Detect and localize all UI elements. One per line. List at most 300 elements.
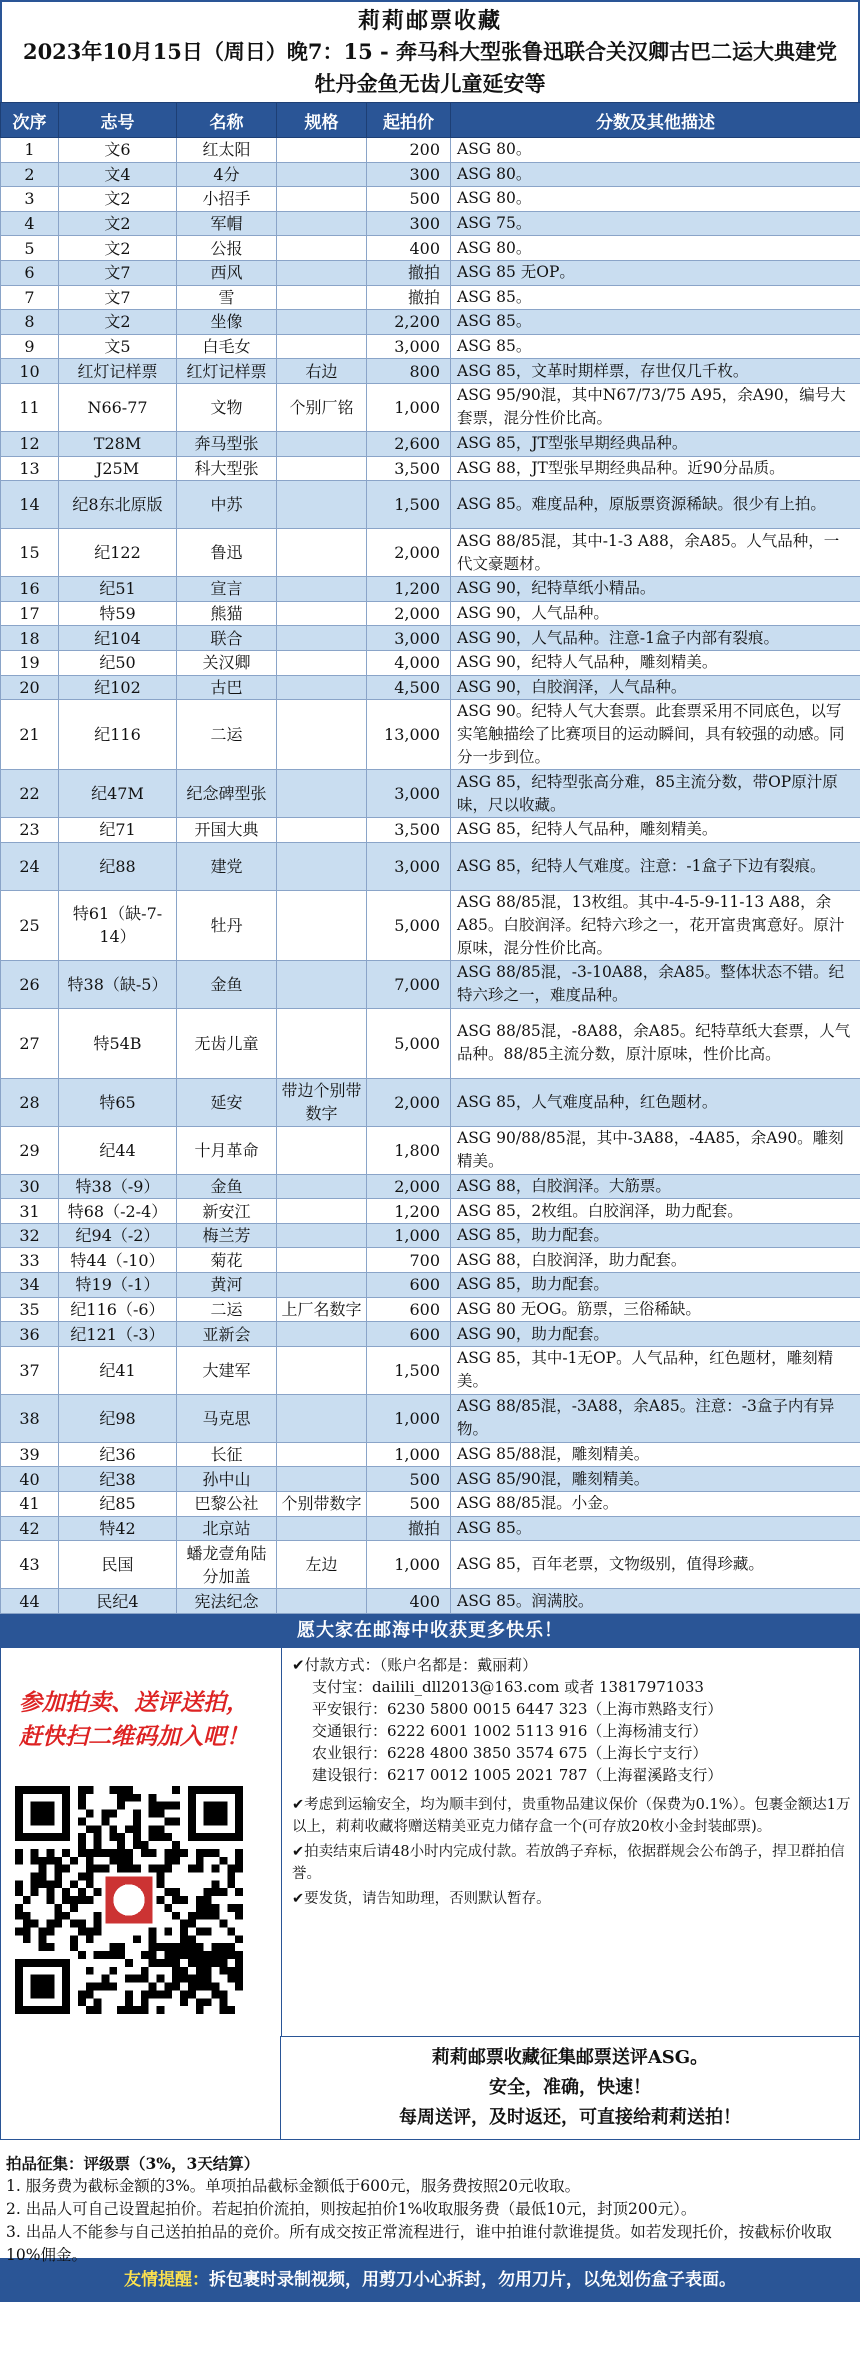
- lot-number: 21: [1, 700, 59, 770]
- lot-description: ASG 85，百年老票，文物级别，值得珍藏。: [451, 1541, 860, 1589]
- lot-number: 31: [1, 1199, 59, 1224]
- lot-number: 25: [1, 890, 59, 960]
- lot-name: 开国大典: [177, 818, 277, 843]
- table-row: [1, 187, 860, 212]
- lot-code: 纪41: [59, 1346, 177, 1394]
- lot-code: N66-77: [59, 383, 177, 431]
- table-row: [1, 1541, 860, 1589]
- lot-spec: [277, 770, 367, 818]
- lot-name: 奔马型张: [177, 431, 277, 456]
- table-row: [1, 1394, 860, 1442]
- lot-price: 400: [367, 1589, 451, 1614]
- table-row: [1, 960, 860, 1008]
- lot-code: 文2: [59, 310, 177, 335]
- lot-name: 宣言: [177, 577, 277, 602]
- lot-price: 3,000: [367, 626, 451, 651]
- lot-code: 文7: [59, 260, 177, 285]
- table-header-row: [1, 103, 860, 138]
- lot-price: 2,000: [367, 529, 451, 577]
- lot-name: 文物: [177, 383, 277, 431]
- lot-description: ASG 90，人气品种。: [451, 601, 860, 626]
- lot-price: 2,000: [367, 1174, 451, 1199]
- lot-name: 联合: [177, 626, 277, 651]
- lot-spec: [277, 236, 367, 261]
- lot-description: ASG 85/88混，雕刻精美。: [451, 1442, 860, 1467]
- lot-number: 9: [1, 334, 59, 359]
- lot-price: 3,000: [367, 770, 451, 818]
- lot-price: 1,000: [367, 1541, 451, 1589]
- lot-number: 23: [1, 818, 59, 843]
- table-row: [1, 383, 860, 431]
- lot-code: T28M: [59, 431, 177, 456]
- lot-description: ASG 85。: [451, 310, 860, 335]
- lot-description: ASG 85，助力配套。: [451, 1223, 860, 1248]
- lot-code: 纪98: [59, 1394, 177, 1442]
- lot-spec: [277, 1442, 367, 1467]
- table-row: [1, 626, 860, 651]
- table-row: [1, 1199, 860, 1224]
- lot-price: 300: [367, 162, 451, 187]
- table-row: [1, 675, 860, 700]
- lot-number: 8: [1, 310, 59, 335]
- lot-number: 16: [1, 577, 59, 602]
- lot-spec: 个别带数字: [277, 1492, 367, 1517]
- lot-price: 500: [367, 1492, 451, 1517]
- lot-price: 1,500: [367, 1346, 451, 1394]
- info-section: [0, 1648, 860, 2036]
- table-row: [1, 700, 860, 770]
- lot-description: ASG 85。难度品种，原版票资源稀缺。很少有上拍。: [451, 481, 860, 529]
- lot-spec: [277, 260, 367, 285]
- lot-spec: [277, 1516, 367, 1541]
- table-row: [1, 1078, 860, 1126]
- auction-title-line2: 牡丹金鱼无齿儿童延安等: [314, 71, 546, 96]
- lot-description: ASG 80。: [451, 187, 860, 212]
- table-row: [1, 1248, 860, 1273]
- lot-name: 二运: [177, 1297, 277, 1322]
- lot-price: 500: [367, 1467, 451, 1492]
- lot-name: 无齿儿童: [177, 1008, 277, 1078]
- lot-spec: 带边个别带数字: [277, 1078, 367, 1126]
- lot-price: 7,000: [367, 960, 451, 1008]
- lot-number: 38: [1, 1394, 59, 1442]
- lot-number: 41: [1, 1492, 59, 1517]
- lot-code: 特59: [59, 601, 177, 626]
- lot-spec: [277, 138, 367, 163]
- lot-code: 纪47M: [59, 770, 177, 818]
- lot-price: 1,000: [367, 1394, 451, 1442]
- lot-number: 10: [1, 359, 59, 384]
- lot-price: 700: [367, 1248, 451, 1273]
- table-row: [1, 1516, 860, 1541]
- lot-name: 巴黎公社: [177, 1492, 277, 1517]
- lot-description: ASG 88，白胶润泽，助力配套。: [451, 1248, 860, 1273]
- lot-spec: [277, 529, 367, 577]
- lot-code: 纪116（-6）: [59, 1297, 177, 1322]
- join-slogan: [1, 1648, 281, 1754]
- lot-number: 40: [1, 1467, 59, 1492]
- lot-description: ASG 85。: [451, 1516, 860, 1541]
- lot-name: 雪: [177, 285, 277, 310]
- lot-code: 文4: [59, 162, 177, 187]
- lot-price: 5,000: [367, 1008, 451, 1078]
- lot-name: 红太阳: [177, 138, 277, 163]
- lot-number: 13: [1, 456, 59, 481]
- consign-line: 安全，准确，快速！: [489, 2076, 651, 2098]
- lot-price: 撤拍: [367, 1516, 451, 1541]
- lot-spec: [277, 1223, 367, 1248]
- lot-code: 纪85: [59, 1492, 177, 1517]
- table-row: [1, 285, 860, 310]
- table-row: [1, 529, 860, 577]
- lot-price: 2,600: [367, 431, 451, 456]
- lot-price: 5,000: [367, 890, 451, 960]
- lot-spec: [277, 650, 367, 675]
- rule-item: 1. 服务费为截标金额的3%。单项拍品截标金额低于600元，服务费按照20元收取。: [6, 2176, 581, 2195]
- lot-spec: [277, 842, 367, 890]
- lot-price: 2,000: [367, 1078, 451, 1126]
- lot-code: 纪44: [59, 1126, 177, 1174]
- shipping-notes: [282, 1786, 860, 1910]
- lot-spec: [277, 431, 367, 456]
- lot-spec: [277, 285, 367, 310]
- table-row: [1, 138, 860, 163]
- qr-code-icon[interactable]: [15, 1786, 243, 2014]
- table-row: [1, 236, 860, 261]
- lot-code: 纪51: [59, 577, 177, 602]
- payment-panel: [282, 1648, 860, 2036]
- lot-description: ASG 90/88/85混，其中-3A88，-4A85，余A90。雕刻精美。: [451, 1126, 860, 1174]
- lot-code: 文2: [59, 211, 177, 236]
- lot-spec: [277, 187, 367, 212]
- lot-description: ASG 88/85混。小金。: [451, 1492, 860, 1517]
- lot-number: 20: [1, 675, 59, 700]
- lot-description: ASG 80 无OG。筋票，三俗稀缺。: [451, 1297, 860, 1322]
- lot-name: 建党: [177, 842, 277, 890]
- note-item: ✔拍卖结束后请48小时内完成付款。若放鸽子弃标，依据群规会公布鸽子，捍卫群拍信誉。: [292, 1843, 845, 1882]
- lot-description: ASG 88/85混，-8A88，余A85。纪特草纸大套票，人气品种。88/85主流分数，原汁原味，性价比高。: [451, 1008, 860, 1078]
- lot-number: 7: [1, 285, 59, 310]
- lot-spec: [277, 1126, 367, 1174]
- lot-spec: [277, 675, 367, 700]
- lot-spec: [277, 626, 367, 651]
- lot-code: 文5: [59, 334, 177, 359]
- lot-code: 特42: [59, 1516, 177, 1541]
- lot-description: ASG 85，人气难度品种，红色题材。: [451, 1078, 860, 1126]
- lot-price: 1,500: [367, 481, 451, 529]
- consign-line: 莉莉邮票收藏征集邮票送评ASG。: [431, 2046, 709, 2068]
- lot-price: 2,200: [367, 310, 451, 335]
- lot-spec: [277, 1199, 367, 1224]
- lot-code: 纪36: [59, 1442, 177, 1467]
- lot-name: 马克思: [177, 1394, 277, 1442]
- lot-description: ASG 88，白胶润泽。大筋票。: [451, 1174, 860, 1199]
- lot-code: 特19（-1）: [59, 1273, 177, 1298]
- table-row: [1, 1174, 860, 1199]
- lot-code: 特68（-2-4）: [59, 1199, 177, 1224]
- col-code: 志号: [59, 103, 177, 138]
- lot-code: 特54B: [59, 1008, 177, 1078]
- lot-description: ASG 85，纪特型张高分难，85主流分数，带OP原汁原味，尺以收藏。: [451, 770, 860, 818]
- rule-item: 2. 出品人可自己设置起拍价。若起拍价流拍，则按起拍价1%收取服务费（最低10元，封顶200元）。: [6, 2199, 697, 2218]
- table-row: [1, 1297, 860, 1322]
- lot-name: 宪法纪念: [177, 1589, 277, 1614]
- table-row: [1, 310, 860, 335]
- reminder-label: 友情提醒：: [124, 2269, 209, 2290]
- lot-name: 北京站: [177, 1516, 277, 1541]
- lot-price: 3,000: [367, 334, 451, 359]
- lot-name: 军帽: [177, 211, 277, 236]
- lot-code: 特65: [59, 1078, 177, 1126]
- lot-number: 29: [1, 1126, 59, 1174]
- lot-number: 11: [1, 383, 59, 431]
- lot-description: ASG 85 无OP。: [451, 260, 860, 285]
- lot-price: 500: [367, 187, 451, 212]
- consign-line: 每周送评，及时返还，可直接给莉莉送拍！: [399, 2106, 741, 2128]
- table-row: [1, 650, 860, 675]
- lot-spec: [277, 1589, 367, 1614]
- table-row: [1, 818, 860, 843]
- lot-name: 坐像: [177, 310, 277, 335]
- lot-name: 十月革命: [177, 1126, 277, 1174]
- table-row: [1, 1589, 860, 1614]
- lot-price: 1,000: [367, 383, 451, 431]
- lot-price: 600: [367, 1273, 451, 1298]
- lot-number: 34: [1, 1273, 59, 1298]
- lot-description: ASG 85。: [451, 334, 860, 359]
- qr-footer-space: [0, 2036, 280, 2140]
- lot-code: 特38（缺-5）: [59, 960, 177, 1008]
- lot-code: 纪116: [59, 700, 177, 770]
- lot-name: 金鱼: [177, 960, 277, 1008]
- lot-description: ASG 90，纪特草纸小精品。: [451, 577, 860, 602]
- lot-name: 亚新会: [177, 1322, 277, 1347]
- lot-description: ASG 90，助力配套。: [451, 1322, 860, 1347]
- lot-name: 大建军: [177, 1346, 277, 1394]
- lot-description: ASG 85。: [451, 285, 860, 310]
- lot-price: 300: [367, 211, 451, 236]
- lot-name: 鲁迅: [177, 529, 277, 577]
- lot-description: ASG 90，人气品种。注意-1盒子内部有裂痕。: [451, 626, 860, 651]
- col-name: 名称: [177, 103, 277, 138]
- lot-description: ASG 90，纪特人气品种，雕刻精美。: [451, 650, 860, 675]
- lot-price: 600: [367, 1322, 451, 1347]
- bank-account: 交通银行：6222 6001 1002 5113 916（上海杨浦支行）: [312, 1721, 708, 1740]
- lot-spec: [277, 310, 367, 335]
- table-row: [1, 1008, 860, 1078]
- table-row: [1, 770, 860, 818]
- lot-code: 纪121（-3）: [59, 1322, 177, 1347]
- lot-code: 纪102: [59, 675, 177, 700]
- payment-head: ✔付款方式：（账户名都是：戴丽莉）: [292, 1655, 538, 1674]
- lot-number: 4: [1, 211, 59, 236]
- table-row: [1, 431, 860, 456]
- lot-price: 400: [367, 236, 451, 261]
- table-row: [1, 359, 860, 384]
- lot-number: 14: [1, 481, 59, 529]
- lot-name: 熊猫: [177, 601, 277, 626]
- lot-number: 24: [1, 842, 59, 890]
- lot-spec: [277, 162, 367, 187]
- lot-number: 35: [1, 1297, 59, 1322]
- reminder-text: 拆包裹时录制视频，用剪刀小心拆封，勿用刀片，以免划伤盒子表面。: [209, 2269, 736, 2290]
- lot-description: ASG 85，文革时期样票，存世仅几千枚。: [451, 359, 860, 384]
- join-panel: [1, 1648, 282, 2036]
- lot-number: 17: [1, 601, 59, 626]
- table-row: [1, 1442, 860, 1467]
- lot-code: 纪88: [59, 842, 177, 890]
- lot-code: 民纪4: [59, 1589, 177, 1614]
- lot-name: 中苏: [177, 481, 277, 529]
- lot-description: ASG 80。: [451, 138, 860, 163]
- lot-spec: [277, 211, 367, 236]
- lot-description: ASG 88/85混，13枚组。其中-4-5-9-11-13 A88，余A85。白胶润泽。纪特六珍之一，花开富贵寓意好。原汁原味，混分性价比高。: [451, 890, 860, 960]
- table-row: [1, 1492, 860, 1517]
- lot-name: 西风: [177, 260, 277, 285]
- lot-number: 3: [1, 187, 59, 212]
- table-row: [1, 481, 860, 529]
- lot-code: 纪94（-2）: [59, 1223, 177, 1248]
- table-row: [1, 1467, 860, 1492]
- lot-spec: [277, 960, 367, 1008]
- lot-name: 白毛女: [177, 334, 277, 359]
- bank-account: 平安银行：6230 5800 0015 6447 323（上海市熟路支行）: [312, 1699, 723, 1718]
- lot-name: 红灯记样票: [177, 359, 277, 384]
- lot-description: ASG 85，其中-1无OP。人气品种，红色题材，雕刻精美。: [451, 1346, 860, 1394]
- lot-description: ASG 80。: [451, 236, 860, 261]
- auction-title-line1: 2023年10月15日（周日）晚7：15 - 奔马科大型张鲁迅联合关汉卿古巴二运大典建党: [22, 39, 838, 64]
- lot-name: 公报: [177, 236, 277, 261]
- lot-number: 6: [1, 260, 59, 285]
- lot-description: ASG 75。: [451, 211, 860, 236]
- lot-price: 4,000: [367, 650, 451, 675]
- lot-description: ASG 80。: [451, 162, 860, 187]
- slogan-line: 参加拍卖、送评送拍，: [19, 1688, 249, 1716]
- lot-description: ASG 85，纪特人气品种，雕刻精美。: [451, 818, 860, 843]
- consign-row: [0, 2036, 860, 2140]
- lot-description: ASG 90。纪特人气大套票。此套票采用不同底色，以写实笔触描绘了比赛项目的运动瞬间，具有较强的动感。同分一步到位。: [451, 700, 860, 770]
- lot-spec: [277, 601, 367, 626]
- lot-code: 纪50: [59, 650, 177, 675]
- lot-price: 1,000: [367, 1442, 451, 1467]
- lot-code: 文2: [59, 187, 177, 212]
- lot-number: 5: [1, 236, 59, 261]
- bank-account: 建设银行：6217 0012 1005 2021 787（上海翟溪路支行）: [312, 1765, 723, 1784]
- lot-name: 纪念碑型张: [177, 770, 277, 818]
- lot-number: 42: [1, 1516, 59, 1541]
- lot-spec: [277, 1008, 367, 1078]
- lot-price: 1,800: [367, 1126, 451, 1174]
- lot-number: 26: [1, 960, 59, 1008]
- table-row: [1, 162, 860, 187]
- lot-number: 33: [1, 1248, 59, 1273]
- lot-number: 32: [1, 1223, 59, 1248]
- lot-name: 孙中山: [177, 1467, 277, 1492]
- table-row: [1, 842, 860, 890]
- lot-number: 36: [1, 1322, 59, 1347]
- lot-spec: [277, 334, 367, 359]
- lot-price: 3,000: [367, 842, 451, 890]
- lot-number: 27: [1, 1008, 59, 1078]
- table-row: [1, 1223, 860, 1248]
- lot-description: ASG 85，纪特人气难度。注意：-1盒子下边有裂痕。: [451, 842, 860, 890]
- lot-name: 4分: [177, 162, 277, 187]
- lot-description: ASG 85，JT型张早期经典品种。: [451, 431, 860, 456]
- lot-price: 4,500: [367, 675, 451, 700]
- lot-spec: [277, 1273, 367, 1298]
- lot-name: 菊花: [177, 1248, 277, 1273]
- lot-spec: 左边: [277, 1541, 367, 1589]
- lot-spec: 个别厂铭: [277, 383, 367, 431]
- lot-name: 古巴: [177, 675, 277, 700]
- table-row: [1, 1126, 860, 1174]
- table-row: [1, 577, 860, 602]
- lot-spec: [277, 890, 367, 960]
- lot-number: 2: [1, 162, 59, 187]
- lot-name: 二运: [177, 700, 277, 770]
- lot-spec: [277, 1467, 367, 1492]
- lot-description: ASG 85，2枚组。白胶润泽，助力配套。: [451, 1199, 860, 1224]
- table-row: [1, 1322, 860, 1347]
- lot-description: ASG 85。润满胶。: [451, 1589, 860, 1614]
- lot-number: 30: [1, 1174, 59, 1199]
- lot-name: 金鱼: [177, 1174, 277, 1199]
- alipay-account: 支付宝：dailili_dll2013@163.com 或者 13817971033: [312, 1677, 704, 1696]
- lot-number: 15: [1, 529, 59, 577]
- lot-number: 18: [1, 626, 59, 651]
- col-spec: 规格: [277, 103, 367, 138]
- lot-code: 纪71: [59, 818, 177, 843]
- lot-spec: [277, 1394, 367, 1442]
- table-row: [1, 211, 860, 236]
- lot-number: 39: [1, 1442, 59, 1467]
- slogan-line: 赶快扫二维码加入吧！: [19, 1722, 249, 1750]
- lot-name: 长征: [177, 1442, 277, 1467]
- lot-code: 文6: [59, 138, 177, 163]
- lot-spec: [277, 700, 367, 770]
- lot-name: 梅兰芳: [177, 1223, 277, 1248]
- lot-code: 纪104: [59, 626, 177, 651]
- greeting-banner: 愿大家在邮海中收获更多快乐！: [0, 1614, 860, 1648]
- lot-name: 关汉卿: [177, 650, 277, 675]
- shop-title: 莉莉邮票收藏: [357, 8, 502, 34]
- lot-spec: [277, 456, 367, 481]
- lot-spec: [277, 481, 367, 529]
- table-row: [1, 260, 860, 285]
- lot-code: 红灯记样票: [59, 359, 177, 384]
- lot-description: ASG 95/90混，其中N67/73/75 A95，余A90，编号大套票，混分性价比高。: [451, 383, 860, 431]
- lot-price: 600: [367, 1297, 451, 1322]
- lot-name: 黄河: [177, 1273, 277, 1298]
- lot-price: 3,500: [367, 818, 451, 843]
- lot-code: 纪8东北原版: [59, 481, 177, 529]
- lot-number: 1: [1, 138, 59, 163]
- lot-description: ASG 88，JT型张早期经典品种。近90分品质。: [451, 456, 860, 481]
- lot-spec: 右边: [277, 359, 367, 384]
- note-item: ✔要发货，请告知助理，否则默认暂存。: [292, 1890, 551, 1907]
- note-item: ✔考虑到运输安全，均为顺丰到付，贵重物品建议保价（保费为0.1%）。包裹金额达1万以上，莉莉收藏将赠送精美亚克力储存盒一个(可存放20枚小金封装邮票)。: [292, 1796, 851, 1835]
- lot-description: ASG 85，助力配套。: [451, 1273, 860, 1298]
- lot-code: 特44（-10）: [59, 1248, 177, 1273]
- lot-name: 新安江: [177, 1199, 277, 1224]
- lot-price: 1,200: [367, 1199, 451, 1224]
- bank-account: 农业银行：6228 4800 3850 3574 675（上海长宁支行）: [312, 1743, 708, 1762]
- lot-code: 文7: [59, 285, 177, 310]
- lot-spec: [277, 577, 367, 602]
- col-no: 次序: [1, 103, 59, 138]
- lot-name: 延安: [177, 1078, 277, 1126]
- lot-spec: 上厂名数字: [277, 1297, 367, 1322]
